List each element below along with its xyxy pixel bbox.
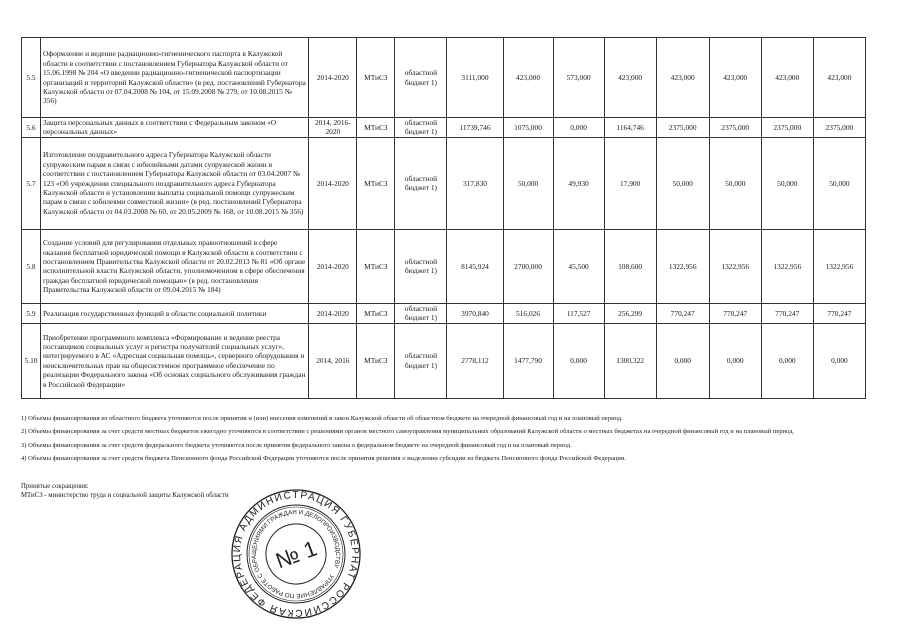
- abbreviations: [21, 482, 229, 500]
- row-description: Изготовление поздравительного адреса Губернатора Калужской области супружеским парам в связи с юбилейными датами супружеской жизни в соответствии с постановлением Губернатора Калужской области от 03.04.2007 № 123 «Об учреждении специального поздравительного адреса Губернатора Калужской области и установлении выплаты социальной помощи супружеским парам в связи с юбилеями совместной жизни» (в ред. постановлений Губернатора Калужской области от 04.03.2008 № 60, от 20.05.2009 № 168, от 10.08.2015 № 356): [41, 137, 309, 229]
- row-value: 108,600: [604, 229, 656, 303]
- row-value: 0,000: [553, 118, 604, 138]
- row-value: 770,247: [761, 303, 813, 323]
- row-value: 423,000: [813, 38, 865, 118]
- row-value: 2375,000: [656, 118, 709, 138]
- financing-table: [21, 37, 866, 399]
- row-value: 1322,956: [709, 229, 761, 303]
- row-description: Создание условий для регулирования отдельных правоотношений в сфере оказания бесплатной юридической помощи в Калужской области в соответствии с постановлением Правительства Калужской области от 20.02.2013 № 81 «Об органе исполнительной власти Калужской области, уполномоченном в сфере обеспечения граждан бесплатной юридической помощью» (в ред. постановления Правительства Калужской области от 09.04.2015 № 184): [41, 229, 309, 303]
- row-value: 317,830: [447, 137, 503, 229]
- row-value: 50,000: [813, 137, 865, 229]
- row-number: 5.8: [22, 229, 41, 303]
- row-value: 49,930: [553, 137, 604, 229]
- footnote: 3) Объемы финансирования за счет средств федерального бюджета уточняются после принятия федерального закона о федеральном бюджете на очередной финансовый год и на плановый период.: [21, 441, 572, 449]
- footnote: 4) Объемы финансирования за счет средств бюджета Пенсионного фонда Российской Федерации уточняются после принятия решения о выделении субсидии из бюджета Пенсионного фонда Российской Федерации.: [21, 455, 627, 463]
- row-number: 5.5: [22, 38, 41, 118]
- table-row: [22, 229, 866, 303]
- row-number: 5.7: [22, 137, 41, 229]
- row-value: 45,500: [553, 229, 604, 303]
- row-executor: МТиСЗ: [357, 303, 395, 323]
- row-executor: МТиСЗ: [357, 118, 395, 138]
- row-value: 423,000: [656, 38, 709, 118]
- row-description: Оформление и ведение радиационно-гигиенического паспорта в Калужской области в соответствии с постановлением Губернатора Калужской области от 15.06.1998 № 204 «О введении радиационно-гигиенической паспортизации организаций и территорий Калужской области» (в ред. постановлений Губернатора Калужской области от 07.04.2008 № 104, от 15.09.2008 № 279, от 10.08.2015 № 356): [41, 38, 309, 118]
- row-period: 2014, 2016-2020: [309, 118, 357, 138]
- row-value: 8145,924: [447, 229, 503, 303]
- row-value: 573,000: [553, 38, 604, 118]
- row-period: 2014-2020: [309, 38, 357, 118]
- row-value: 50,000: [761, 137, 813, 229]
- row-value: 117,527: [553, 303, 604, 323]
- row-value: 2778,112: [447, 323, 503, 398]
- row-value: 11739,746: [447, 118, 503, 138]
- row-executor: МТиСЗ: [357, 323, 395, 398]
- row-executor: МТиСЗ: [357, 137, 395, 229]
- row-value: 423,000: [604, 38, 656, 118]
- row-value: 2375,000: [709, 118, 761, 138]
- row-executor: МТиСЗ: [357, 229, 395, 303]
- row-number: 5.9: [22, 303, 41, 323]
- row-value: 0,000: [553, 323, 604, 398]
- row-funding-source: областной бюджет 1): [395, 137, 447, 229]
- row-value: 423,000: [761, 38, 813, 118]
- footnotes: [21, 415, 821, 469]
- row-period: 2014-2020: [309, 229, 357, 303]
- row-value: 770,247: [813, 303, 865, 323]
- row-value: 2700,000: [503, 229, 553, 303]
- row-description: Приобретение программного комплекса «Формирование и ведение реестра поставщиков социальных услуг и регистра получателей социальных услуг», интегрируемого в АС «Адресная социальная помощь», серверного оборудования и неисключительных прав на общесистемное программное обеспечение по реализации Федерального закона «Об основах социального обслуживания граждан в Российской Федерации»: [41, 323, 309, 398]
- row-value: 50,000: [503, 137, 553, 229]
- row-value: 17,900: [604, 137, 656, 229]
- row-value: 423,000: [503, 38, 553, 118]
- seal-inner-text: УПРАВЛЕНИЕ ПО РАБОТЕ С ОБРАЩЕНИЯМИ ГРАЖДАН И ДЕЛОПРОИЗВОДСТВУ: [250, 508, 342, 600]
- table-row: [22, 137, 866, 229]
- row-value: 1075,000: [503, 118, 553, 138]
- row-value: 0,000: [709, 323, 761, 398]
- row-period: 2014, 2016: [309, 323, 357, 398]
- table-row: [22, 323, 866, 398]
- row-value: 2375,000: [761, 118, 813, 138]
- row-number: 5.6: [22, 118, 41, 138]
- table-row: [22, 118, 866, 138]
- row-value: 516,026: [503, 303, 553, 323]
- row-value: 0,000: [656, 323, 709, 398]
- row-funding-source: областной бюджет 1): [395, 229, 447, 303]
- row-funding-source: областной бюджет 1): [395, 323, 447, 398]
- row-funding-source: областной бюджет 1): [395, 118, 447, 138]
- row-value: 770,247: [656, 303, 709, 323]
- abbreviation-item: МТиСЗ - министерство труда и социальной защиты Калужской области: [21, 492, 229, 499]
- seal-outer-text: РОССИЙСКАЯ ФЕДЕРАЦИЯ АДМИНИСТРАЦИЯ ГУБЕРНАТОРА: [231, 489, 361, 619]
- abbreviations-title: Принятые сокращения:: [21, 483, 89, 490]
- row-funding-source: областной бюджет 1): [395, 38, 447, 118]
- seal-number: № 1: [272, 535, 321, 574]
- row-executor: МТиСЗ: [357, 38, 395, 118]
- row-value: 770,247: [709, 303, 761, 323]
- footnote: 1) Объемы финансирования из областного бюджета уточняются после принятия и (или) внесения изменений в закон Калужской области об областном бюджете на очередной финансовый год и на плановый период.: [21, 415, 623, 422]
- row-period: 2014-2020: [309, 137, 357, 229]
- row-number: 5.10: [22, 323, 41, 398]
- row-value: 1164,746: [604, 118, 656, 138]
- row-description: Реализация государственных функций в области социальной политики: [41, 303, 309, 323]
- row-value: 2375,000: [813, 118, 865, 138]
- row-value: 3111,000: [447, 38, 503, 118]
- row-value: 3970,840: [447, 303, 503, 323]
- table-row: [22, 38, 866, 118]
- official-seal-stamp: [230, 488, 362, 620]
- row-value: 1322,956: [656, 229, 709, 303]
- row-value: 1322,956: [761, 229, 813, 303]
- row-value: 50,000: [709, 137, 761, 229]
- table-row: [22, 303, 866, 323]
- row-value: 0,000: [761, 323, 813, 398]
- footnote: 2) Объемы финансирования за счет средств местных бюджетов ежегодно уточняются в соответствии с решениями органов местного самоуправления муниципальных образований Калужской области о местных бюджетах на очередной финансовый год и на плановый период.: [21, 428, 795, 436]
- row-value: 50,000: [656, 137, 709, 229]
- row-period: 2014-2020: [309, 303, 357, 323]
- row-description: Защита персональных данных в соответствии с Федеральным законом «О персональных данных»: [41, 118, 309, 138]
- row-value: 1300,322: [604, 323, 656, 398]
- row-value: 1477,790: [503, 323, 553, 398]
- row-value: 256,299: [604, 303, 656, 323]
- row-value: 423,000: [709, 38, 761, 118]
- row-value: 0,000: [813, 323, 865, 398]
- row-funding-source: областной бюджет 1): [395, 303, 447, 323]
- row-value: 1322,956: [813, 229, 865, 303]
